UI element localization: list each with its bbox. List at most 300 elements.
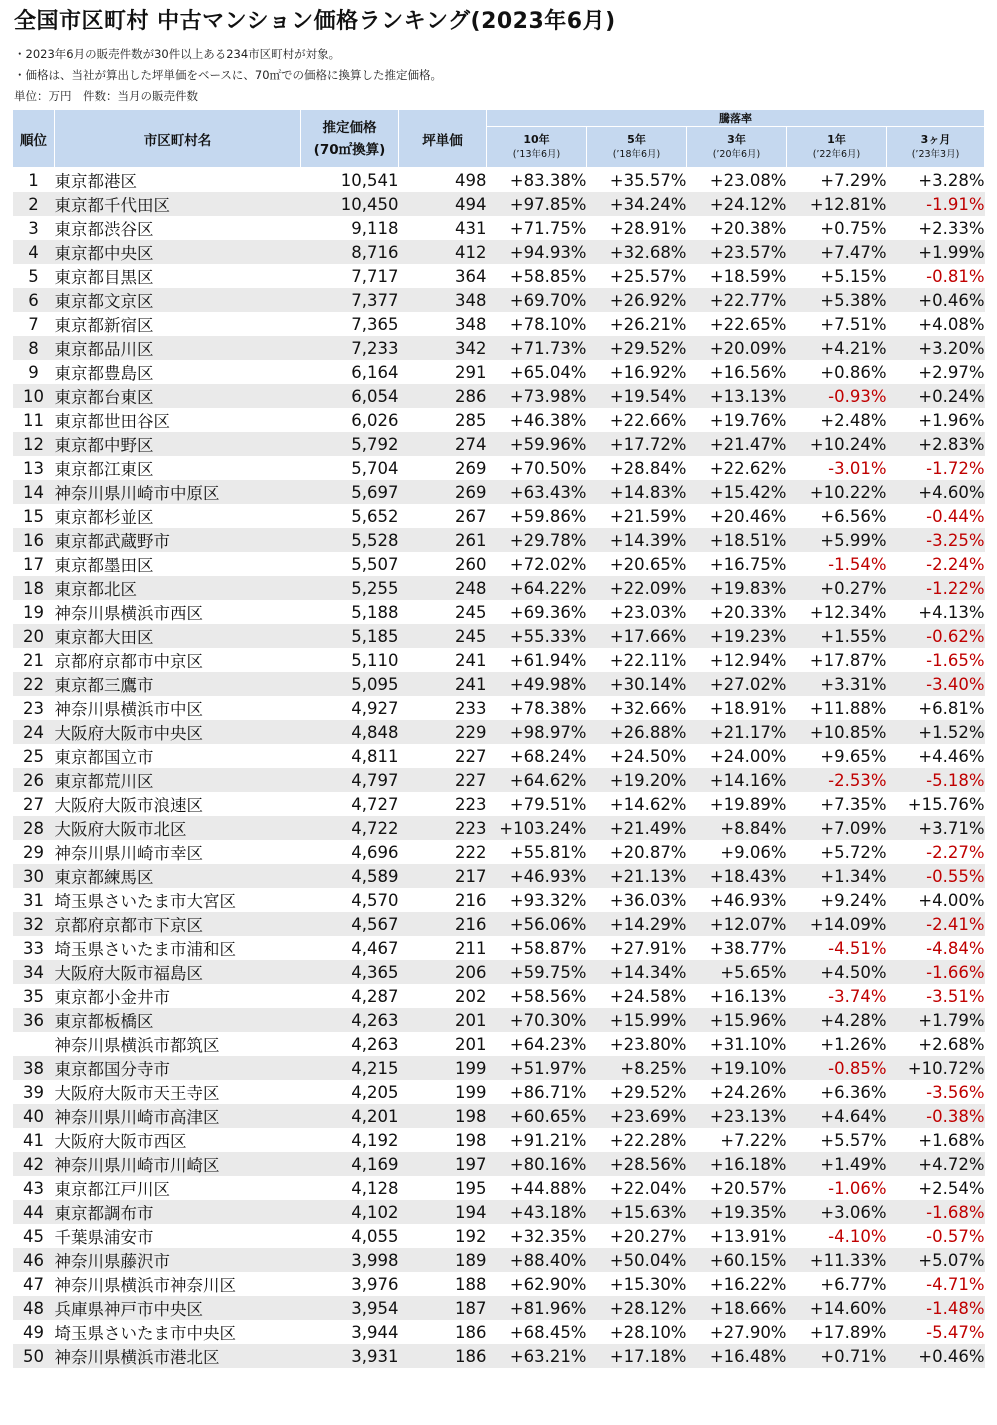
- change-cell: +88.40%: [487, 1248, 587, 1272]
- rank-cell: 8: [13, 336, 55, 360]
- change-cell: +2.68%: [887, 1032, 985, 1056]
- change-cell: +58.56%: [487, 984, 587, 1008]
- change-cell: +27.90%: [687, 1320, 787, 1344]
- municipality-cell: 東京都江戸川区: [55, 1176, 301, 1200]
- table-row: [13, 720, 985, 744]
- price-cell: 4,467: [301, 936, 399, 960]
- table-row: [13, 432, 985, 456]
- rank-cell: 13: [13, 456, 55, 480]
- price-cell: 3,954: [301, 1296, 399, 1320]
- header-price-line1: 推定価格: [322, 119, 377, 136]
- change-cell: +29.52%: [587, 1080, 687, 1104]
- change-cell: +10.72%: [887, 1056, 985, 1080]
- price-cell: 4,927: [301, 696, 399, 720]
- rank-cell: 42: [13, 1152, 55, 1176]
- header-name: 市区町村名: [55, 110, 301, 168]
- change-cell: +28.84%: [587, 456, 687, 480]
- tsubo-price-cell: 227: [399, 744, 487, 768]
- municipality-cell: 東京都中央区: [55, 240, 301, 264]
- change-cell: -3.51%: [887, 984, 985, 1008]
- change-cell: +31.10%: [687, 1032, 787, 1056]
- change-cell: +13.91%: [687, 1224, 787, 1248]
- change-cell: +1.68%: [887, 1128, 985, 1152]
- price-cell: 4,205: [301, 1080, 399, 1104]
- change-cell: -0.62%: [887, 624, 985, 648]
- header-period: [787, 127, 887, 168]
- table-row: [13, 1104, 985, 1128]
- change-cell: +19.10%: [687, 1056, 787, 1080]
- change-cell: +17.18%: [587, 1344, 687, 1368]
- change-cell: +70.30%: [487, 1008, 587, 1032]
- change-cell: +23.57%: [687, 240, 787, 264]
- change-cell: -3.74%: [787, 984, 887, 1008]
- change-cell: +7.22%: [687, 1128, 787, 1152]
- change-cell: +27.91%: [587, 936, 687, 960]
- change-cell: +63.43%: [487, 480, 587, 504]
- rank-cell: 20: [13, 624, 55, 648]
- change-cell: +38.77%: [687, 936, 787, 960]
- change-cell: +9.06%: [687, 840, 787, 864]
- price-cell: 4,215: [301, 1056, 399, 1080]
- price-cell: 10,541: [301, 168, 399, 193]
- change-cell: +17.89%: [787, 1320, 887, 1344]
- tsubo-price-cell: 198: [399, 1128, 487, 1152]
- change-cell: -3.56%: [887, 1080, 985, 1104]
- change-cell: -0.38%: [887, 1104, 985, 1128]
- tsubo-price-cell: 206: [399, 960, 487, 984]
- change-cell: +5.65%: [687, 960, 787, 984]
- change-cell: +1.99%: [887, 240, 985, 264]
- tsubo-price-cell: 186: [399, 1320, 487, 1344]
- header-rank: 順位: [13, 110, 55, 168]
- change-cell: +93.32%: [487, 888, 587, 912]
- change-cell: +22.77%: [687, 288, 787, 312]
- table-row: [13, 528, 985, 552]
- tsubo-price-cell: 227: [399, 768, 487, 792]
- table-row: [13, 240, 985, 264]
- change-cell: +21.17%: [687, 720, 787, 744]
- change-cell: +22.11%: [587, 648, 687, 672]
- change-cell: -0.85%: [787, 1056, 887, 1080]
- tsubo-price-cell: 195: [399, 1176, 487, 1200]
- header-period-date: (’13年6月): [512, 149, 561, 160]
- change-cell: +6.36%: [787, 1080, 887, 1104]
- change-cell: +8.84%: [687, 816, 787, 840]
- rank-cell: 50: [13, 1344, 55, 1368]
- rank-cell: 48: [13, 1296, 55, 1320]
- rank-cell: 38: [13, 1056, 55, 1080]
- rank-cell: 22: [13, 672, 55, 696]
- municipality-cell: 神奈川県川崎市川崎区: [55, 1152, 301, 1176]
- change-cell: +11.33%: [787, 1248, 887, 1272]
- tsubo-price-cell: 197: [399, 1152, 487, 1176]
- rank-cell: 26: [13, 768, 55, 792]
- change-cell: -4.10%: [787, 1224, 887, 1248]
- header-period-label: 3年: [727, 133, 746, 146]
- tsubo-price-cell: 222: [399, 840, 487, 864]
- change-cell: +98.97%: [487, 720, 587, 744]
- municipality-cell: 神奈川県横浜市西区: [55, 600, 301, 624]
- change-cell: +20.33%: [687, 600, 787, 624]
- rank-cell: 45: [13, 1224, 55, 1248]
- table-row: [13, 1224, 985, 1248]
- change-cell: +16.56%: [687, 360, 787, 384]
- change-cell: +91.21%: [487, 1128, 587, 1152]
- change-cell: +26.88%: [587, 720, 687, 744]
- change-cell: +15.96%: [687, 1008, 787, 1032]
- municipality-cell: 神奈川県横浜市都筑区: [55, 1032, 301, 1056]
- header-period-label: 10年: [523, 133, 550, 146]
- change-cell: +7.09%: [787, 816, 887, 840]
- change-cell: +19.20%: [587, 768, 687, 792]
- change-cell: +24.58%: [587, 984, 687, 1008]
- change-cell: +36.03%: [587, 888, 687, 912]
- change-cell: +43.18%: [487, 1200, 587, 1224]
- rank-cell: 30: [13, 864, 55, 888]
- price-cell: 4,128: [301, 1176, 399, 1200]
- change-cell: -2.41%: [887, 912, 985, 936]
- table-row: [13, 768, 985, 792]
- municipality-cell: 大阪府大阪市浪速区: [55, 792, 301, 816]
- rank-cell: 10: [13, 384, 55, 408]
- change-cell: +5.07%: [887, 1248, 985, 1272]
- table-row: [13, 1056, 985, 1080]
- change-cell: +60.65%: [487, 1104, 587, 1128]
- price-cell: 4,102: [301, 1200, 399, 1224]
- change-cell: +17.72%: [587, 432, 687, 456]
- municipality-cell: 京都府京都市中京区: [55, 648, 301, 672]
- table-row: [13, 168, 985, 193]
- table-row: [13, 984, 985, 1008]
- price-cell: 5,255: [301, 576, 399, 600]
- table-row: [13, 1200, 985, 1224]
- change-cell: +22.65%: [687, 312, 787, 336]
- change-cell: +71.73%: [487, 336, 587, 360]
- price-cell: 7,233: [301, 336, 399, 360]
- tsubo-price-cell: 348: [399, 312, 487, 336]
- change-cell: +19.23%: [687, 624, 787, 648]
- rank-cell: 3: [13, 216, 55, 240]
- municipality-cell: 東京都三鷹市: [55, 672, 301, 696]
- change-cell: +18.66%: [687, 1296, 787, 1320]
- table-row: [13, 360, 985, 384]
- tsubo-price-cell: 261: [399, 528, 487, 552]
- table-header: [13, 110, 985, 168]
- change-cell: +32.68%: [587, 240, 687, 264]
- rank-cell: 7: [13, 312, 55, 336]
- rank-cell: 17: [13, 552, 55, 576]
- change-cell: +35.57%: [587, 168, 687, 193]
- price-cell: 7,377: [301, 288, 399, 312]
- price-cell: 3,976: [301, 1272, 399, 1296]
- price-cell: 5,792: [301, 432, 399, 456]
- change-cell: +28.12%: [587, 1296, 687, 1320]
- change-cell: -5.47%: [887, 1320, 985, 1344]
- municipality-cell: 東京都大田区: [55, 624, 301, 648]
- municipality-cell: 埼玉県さいたま市浦和区: [55, 936, 301, 960]
- header-period-date: (’22年6月): [812, 149, 861, 160]
- change-cell: +15.63%: [587, 1200, 687, 1224]
- municipality-cell: 東京都目黒区: [55, 264, 301, 288]
- municipality-cell: 東京都品川区: [55, 336, 301, 360]
- change-cell: +2.83%: [887, 432, 985, 456]
- change-cell: +8.25%: [587, 1056, 687, 1080]
- change-cell: +0.27%: [787, 576, 887, 600]
- header-change-group: 騰落率: [487, 110, 985, 127]
- municipality-cell: 神奈川県川崎市高津区: [55, 1104, 301, 1128]
- change-cell: +56.06%: [487, 912, 587, 936]
- table-row: [13, 192, 985, 216]
- change-cell: +49.98%: [487, 672, 587, 696]
- municipality-cell: 東京都小金井市: [55, 984, 301, 1008]
- change-cell: +44.88%: [487, 1176, 587, 1200]
- change-cell: +17.66%: [587, 624, 687, 648]
- change-cell: +19.89%: [687, 792, 787, 816]
- change-cell: +3.31%: [787, 672, 887, 696]
- rank-cell: 43: [13, 1176, 55, 1200]
- change-cell: +14.34%: [587, 960, 687, 984]
- change-cell: +59.96%: [487, 432, 587, 456]
- change-cell: +0.75%: [787, 216, 887, 240]
- change-cell: +16.48%: [687, 1344, 787, 1368]
- change-cell: +16.92%: [587, 360, 687, 384]
- tsubo-price-cell: 233: [399, 696, 487, 720]
- municipality-cell: 東京都板橋区: [55, 1008, 301, 1032]
- change-cell: +4.00%: [887, 888, 985, 912]
- table-row: [13, 840, 985, 864]
- table-row: [13, 648, 985, 672]
- change-cell: +15.42%: [687, 480, 787, 504]
- change-cell: +1.96%: [887, 408, 985, 432]
- change-cell: +21.47%: [687, 432, 787, 456]
- change-cell: +4.72%: [887, 1152, 985, 1176]
- change-cell: -0.93%: [787, 384, 887, 408]
- change-cell: -1.48%: [887, 1296, 985, 1320]
- tsubo-price-cell: 186: [399, 1344, 487, 1368]
- change-cell: -4.51%: [787, 936, 887, 960]
- change-cell: -0.81%: [887, 264, 985, 288]
- price-cell: 6,026: [301, 408, 399, 432]
- change-cell: -1.66%: [887, 960, 985, 984]
- change-cell: +20.57%: [687, 1176, 787, 1200]
- rank-cell: 47: [13, 1272, 55, 1296]
- table-row: [13, 696, 985, 720]
- price-cell: 4,722: [301, 816, 399, 840]
- change-cell: -3.25%: [887, 528, 985, 552]
- municipality-cell: 東京都調布市: [55, 1200, 301, 1224]
- tsubo-price-cell: 342: [399, 336, 487, 360]
- change-cell: +5.57%: [787, 1128, 887, 1152]
- municipality-cell: 神奈川県藤沢市: [55, 1248, 301, 1272]
- change-cell: +60.15%: [687, 1248, 787, 1272]
- rank-cell: 9: [13, 360, 55, 384]
- change-cell: +17.87%: [787, 648, 887, 672]
- change-cell: +51.97%: [487, 1056, 587, 1080]
- municipality-cell: 大阪府大阪市北区: [55, 816, 301, 840]
- tsubo-price-cell: 431: [399, 216, 487, 240]
- change-cell: -1.65%: [887, 648, 985, 672]
- tsubo-price-cell: 223: [399, 792, 487, 816]
- change-cell: +12.34%: [787, 600, 887, 624]
- rank-cell: 28: [13, 816, 55, 840]
- change-cell: +65.04%: [487, 360, 587, 384]
- table-row: [13, 936, 985, 960]
- change-cell: -0.44%: [887, 504, 985, 528]
- table-row: [13, 1296, 985, 1320]
- tsubo-price-cell: 201: [399, 1032, 487, 1056]
- change-cell: +46.93%: [687, 888, 787, 912]
- table-row: [13, 912, 985, 936]
- change-cell: +27.02%: [687, 672, 787, 696]
- price-cell: 5,110: [301, 648, 399, 672]
- change-cell: +14.29%: [587, 912, 687, 936]
- price-cell: 4,589: [301, 864, 399, 888]
- table-row: [13, 960, 985, 984]
- change-cell: +12.81%: [787, 192, 887, 216]
- price-cell: 5,185: [301, 624, 399, 648]
- municipality-cell: 東京都世田谷区: [55, 408, 301, 432]
- change-cell: +20.65%: [587, 552, 687, 576]
- change-cell: +14.62%: [587, 792, 687, 816]
- tsubo-price-cell: 216: [399, 912, 487, 936]
- change-cell: +55.33%: [487, 624, 587, 648]
- tsubo-price-cell: 211: [399, 936, 487, 960]
- price-cell: 4,848: [301, 720, 399, 744]
- change-cell: +0.71%: [787, 1344, 887, 1368]
- change-cell: +5.99%: [787, 528, 887, 552]
- change-cell: +4.46%: [887, 744, 985, 768]
- municipality-cell: 東京都国分寺市: [55, 1056, 301, 1080]
- change-cell: +18.51%: [687, 528, 787, 552]
- header-period: [687, 127, 787, 168]
- change-cell: +7.47%: [787, 240, 887, 264]
- change-cell: +22.28%: [587, 1128, 687, 1152]
- table-row: [13, 744, 985, 768]
- tsubo-price-cell: 241: [399, 672, 487, 696]
- change-cell: +24.50%: [587, 744, 687, 768]
- change-cell: -4.71%: [887, 1272, 985, 1296]
- header-period: [487, 127, 587, 168]
- change-cell: -1.06%: [787, 1176, 887, 1200]
- tsubo-price-cell: 201: [399, 1008, 487, 1032]
- municipality-cell: 兵庫県神戸市中央区: [55, 1296, 301, 1320]
- price-cell: 4,201: [301, 1104, 399, 1128]
- change-cell: +11.88%: [787, 696, 887, 720]
- tsubo-price-cell: 498: [399, 168, 487, 193]
- rank-cell: 1: [13, 168, 55, 193]
- change-cell: +22.09%: [587, 576, 687, 600]
- change-cell: +4.50%: [787, 960, 887, 984]
- price-cell: 5,652: [301, 504, 399, 528]
- tsubo-price-cell: 189: [399, 1248, 487, 1272]
- price-cell: 3,931: [301, 1344, 399, 1368]
- change-cell: +3.20%: [887, 336, 985, 360]
- change-cell: +14.39%: [587, 528, 687, 552]
- municipality-cell: 京都府京都市下京区: [55, 912, 301, 936]
- municipality-cell: 東京都豊島区: [55, 360, 301, 384]
- change-cell: +64.22%: [487, 576, 587, 600]
- change-cell: -2.24%: [887, 552, 985, 576]
- rank-cell: 6: [13, 288, 55, 312]
- change-cell: +12.94%: [687, 648, 787, 672]
- price-cell: 5,188: [301, 600, 399, 624]
- change-cell: +16.75%: [687, 552, 787, 576]
- municipality-cell: 大阪府大阪市西区: [55, 1128, 301, 1152]
- rank-cell: 12: [13, 432, 55, 456]
- header-period-label: 3ヶ月: [920, 133, 951, 146]
- tsubo-price-cell: 494: [399, 192, 487, 216]
- rank-cell: [13, 1032, 55, 1056]
- table-row: [13, 504, 985, 528]
- tsubo-price-cell: 274: [399, 432, 487, 456]
- municipality-cell: 東京都墨田区: [55, 552, 301, 576]
- change-cell: +14.60%: [787, 1296, 887, 1320]
- change-cell: +2.33%: [887, 216, 985, 240]
- rank-cell: 21: [13, 648, 55, 672]
- tsubo-price-cell: 229: [399, 720, 487, 744]
- change-cell: +9.65%: [787, 744, 887, 768]
- municipality-cell: 東京都中野区: [55, 432, 301, 456]
- tsubo-price-cell: 199: [399, 1056, 487, 1080]
- price-cell: 4,169: [301, 1152, 399, 1176]
- table-row: [13, 552, 985, 576]
- change-cell: +28.56%: [587, 1152, 687, 1176]
- change-cell: +0.46%: [887, 288, 985, 312]
- change-cell: +46.93%: [487, 864, 587, 888]
- change-cell: +5.15%: [787, 264, 887, 288]
- change-cell: +18.59%: [687, 264, 787, 288]
- table-row: [13, 1320, 985, 1344]
- change-cell: +7.35%: [787, 792, 887, 816]
- rank-cell: 23: [13, 696, 55, 720]
- change-cell: +4.08%: [887, 312, 985, 336]
- tsubo-price-cell: 286: [399, 384, 487, 408]
- change-cell: +68.45%: [487, 1320, 587, 1344]
- change-cell: +59.86%: [487, 504, 587, 528]
- change-cell: +78.10%: [487, 312, 587, 336]
- price-cell: 8,716: [301, 240, 399, 264]
- municipality-cell: 東京都杉並区: [55, 504, 301, 528]
- change-cell: +16.22%: [687, 1272, 787, 1296]
- tsubo-price-cell: 192: [399, 1224, 487, 1248]
- change-cell: +19.54%: [587, 384, 687, 408]
- change-cell: +20.27%: [587, 1224, 687, 1248]
- header-period-date: (’18年6月): [612, 149, 661, 160]
- change-cell: -1.68%: [887, 1200, 985, 1224]
- rank-cell: 4: [13, 240, 55, 264]
- table-row: [13, 336, 985, 360]
- change-cell: +50.04%: [587, 1248, 687, 1272]
- price-cell: 4,570: [301, 888, 399, 912]
- rank-cell: 11: [13, 408, 55, 432]
- change-cell: +20.87%: [587, 840, 687, 864]
- table-row: [13, 1008, 985, 1032]
- change-cell: +61.94%: [487, 648, 587, 672]
- change-cell: +68.24%: [487, 744, 587, 768]
- rank-cell: 35: [13, 984, 55, 1008]
- rank-cell: 19: [13, 600, 55, 624]
- tsubo-price-cell: 188: [399, 1272, 487, 1296]
- change-cell: +23.13%: [687, 1104, 787, 1128]
- tsubo-price-cell: 364: [399, 264, 487, 288]
- rank-cell: 41: [13, 1128, 55, 1152]
- tsubo-price-cell: 216: [399, 888, 487, 912]
- tsubo-price-cell: 245: [399, 600, 487, 624]
- change-cell: +0.86%: [787, 360, 887, 384]
- change-cell: -1.54%: [787, 552, 887, 576]
- change-cell: +22.04%: [587, 1176, 687, 1200]
- tsubo-price-cell: 199: [399, 1080, 487, 1104]
